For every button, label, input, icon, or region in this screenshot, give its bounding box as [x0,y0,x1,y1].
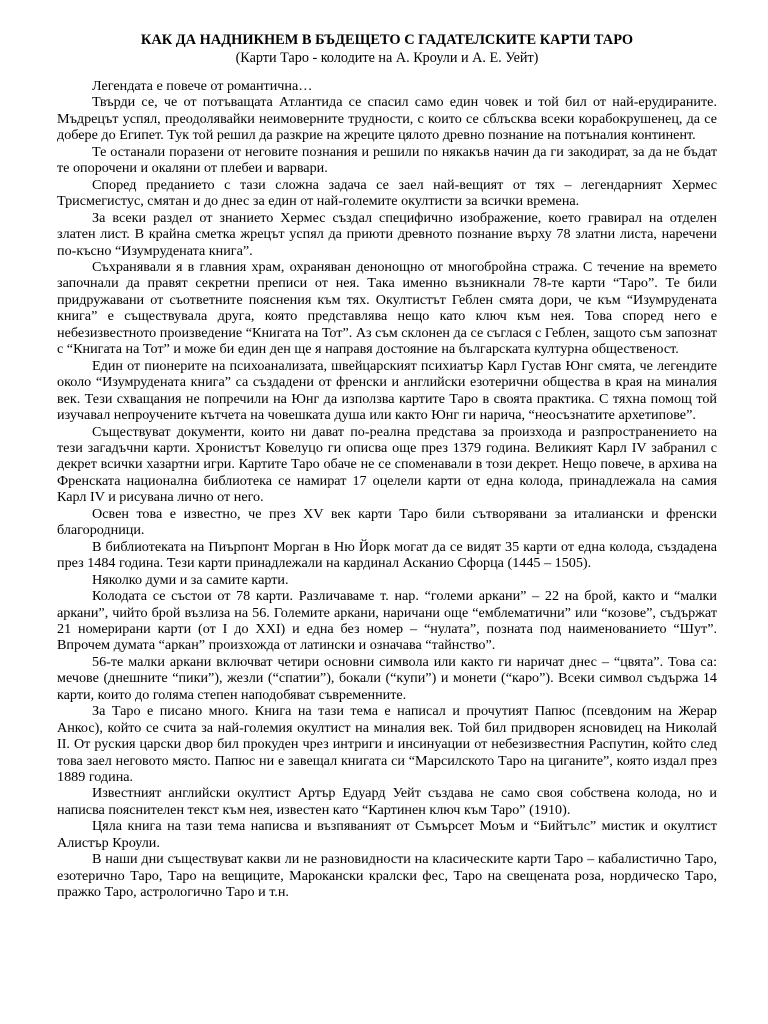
paragraph: Съхранявали я в главния храм, охраняван денонощно от многобройна стража. С течение на времето започнали да правят секретни преписи от нея. Така именно възникнали 78-те карти “Таро”. Те били придружавани от съответните пояснения към тях. Окултистът Геблен смята дори, че към “Изумрудената книга” е съществувала друга, която представлява нещо като ключ към нея. Това според него е небезизвестното произведение “Книгата на Тот”. Аз съм склонен да се съглася с Геблен, защото съм запознат с “Книгата на Тот” и може би един ден ще я направя достояние на българската културна общественост. [57,258,717,358]
paragraph: Съществуват документи, които ни дават по-реална представа за произхода и разпространението на тези загадъчни карти. Хронистът Ковелуцо ги описва още през 1379 година. Великият Карл IV забранил с декрет всички хазартни игри. Картите Таро обаче не се споменавали в този декрет. Нещо повече, в архива на Френската национална библиотека се намират 17 оцелели карти от една колода, принадлежала на самия Карл IV и рисувана лично от него. [57,423,717,506]
paragraph: Един от пионерите на психоанализата, швейцарският психиатър Карл Густав Юнг смята, че легендите около “Изумрудената книга” са създадени от френски и английски езотерични общества в края на миналия век. Тези схващания не попречили на Юнг да използва картите Таро в своята практика. С тяхна помощ той изучавал непроучените кътчета на човешката душа или както Юнг ги нарича, “неосъзнатите архетипове”. [57,357,717,424]
paragraph: Няколко думи и за самите карти. [92,571,289,588]
paragraph: Освен това е известно, че през XV век карти Таро били сътворявани за италиански и френски благородници. [57,505,717,539]
document-subtitle: (Карти Таро - колодите на А. Кроули и А. Е. Уейт) [235,50,539,66]
paragraph: 56-те малки аркани включват четири основни символа или както ги наричат днес – “цвята”. Това са: мечове (днешните “пики”), жезли (“спатии”), бокали (“купи”) и монети (“каро”). Всеки символ съдържа 14 карти, които до голяма степен наподобяват съвременните. [57,653,717,703]
paragraph: Известният английски окултист Артър Едуард Уейт създава не само своя собствена колода, но и написва пояснителен текст към нея, известен като “Картинен ключ към Таро” (1910). [57,785,717,818]
paragraph: Според преданието с тази сложна задача се заел най-вещият от тях – легендарният Хермес Трисмегистус, смятан и до днес за един от най-големите окултисти за всички времена. [57,176,717,210]
paragraph: Те останали поразени от неговите познания и решили по някакъв начин да ги закодират, за да не бъдат те опорочени и окаляни от плебеи и варвари. [57,143,717,177]
paragraph: За Таро е писано много. Книга на тази тема е написал и прочутият Папюс (псевдоним на Жерар Анкос), който се счита за най-големия окултист на миналия век. Той бил придворен ясновидец на Николай II. От руския царски двор бил прокуден чрез интриги и инсинуации от небезизвестния Распутин, който след това заел неговото място. Папюс ни е завещал книгата си “Марсилското Таро на циганите”, която издал през 1889 година. [57,703,717,786]
paragraph: Колодата се състои от 78 карти. Различаваме т. нар. “големи аркани” – 22 на брой, както и “малки аркани”, чийто брой възлиза на 56. Големите аркани, наричани още “емблематични” или “козове”, съдържат 21 номерирани карти (от I до XXI) и една без номер – “нулата”, позната под наименованието “Шут”. Впрочем думата “аркан” произхожда от латински и означава “тайнство”. [57,588,717,654]
paragraph: Твърди се, че от потъващата Атлантида се спасил само един човек и той бил от най-ерудираните. Мъдрецът успял, преодолявайки неимоверните трудности, с които се сблъсква всеки корабокрушенец, да се добере до Египет. Тук той решил да разкрие на жреците цялото древно познание на потъналия континент. [57,94,717,144]
paragraph: Легендата е повече от романтична… [92,78,313,94]
paragraph: Цяла книга на тази тема написва и възпяваният от Съмърсет Моъм и “Бийтълс” мистик и окултист Алистър Кроули. [57,818,717,851]
document-body [57,78,717,901]
paragraph: За всеки раздел от знанието Хермес създал специфично изображение, което гравирал на отделен златен лист. В крайна сметка жрецът успял да приюти древното познание върху 78 златни листа, наречени по-късно “Изумрудената книга”. [57,209,717,259]
paragraph: В наши дни съществуват какви ли не разновидности на класическите карти Таро – кабалистично Таро, езотерично Таро, Таро на вещиците, Марокански кралски фес, Таро на свещената роза, нордическо Таро, пражко Таро, астрологично Таро и т.н. [57,851,717,901]
paragraph: В библиотеката на Пиърпонт Морган в Ню Йорк могат да се видят 35 карти от една колода, създадена през 1484 година. Тези карти принадлежали на кардинал Асканио Сфорца (1445 – 1505). [57,538,717,572]
document-title: КАК ДА НАДНИКНЕМ В БЪДЕЩЕТО С ГАДАТЕЛСКИТЕ КАРТИ ТАРО [140,32,634,48]
